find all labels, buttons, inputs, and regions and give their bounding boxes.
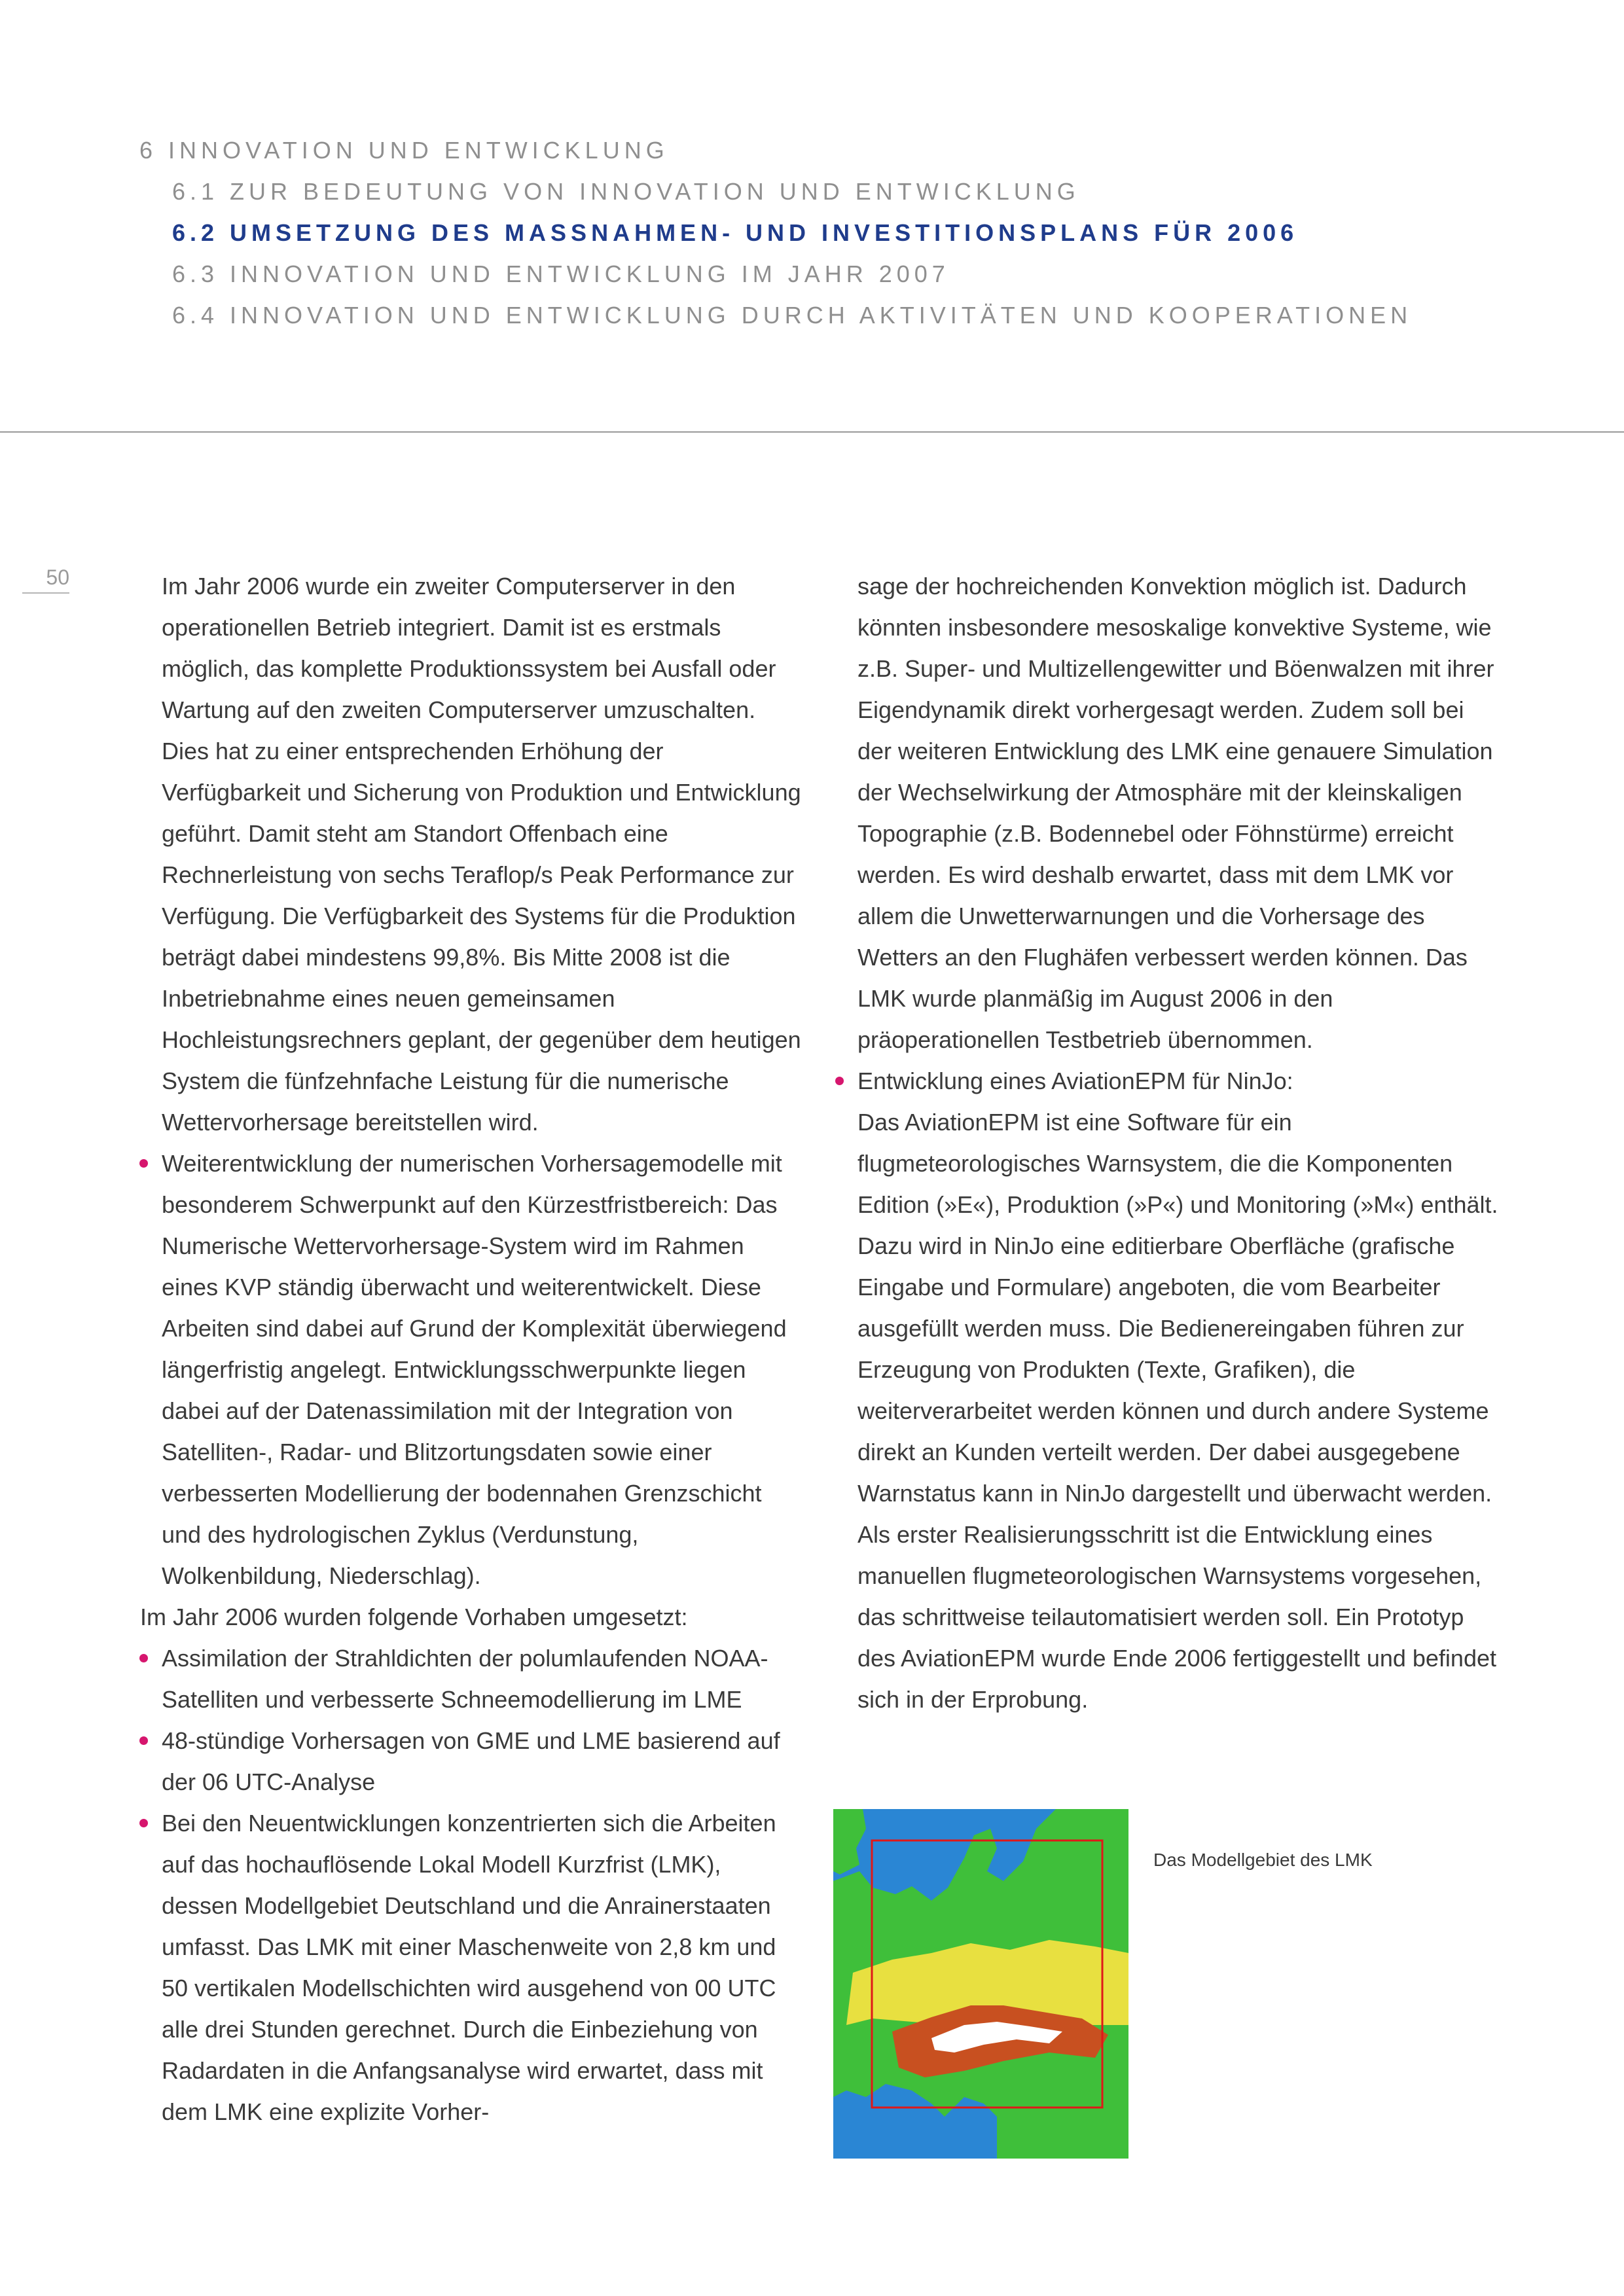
bullet-item bbox=[857, 1060, 1499, 1720]
left-paragraph-1: Im Jahr 2006 wurde ein zweiter Computerserver in den operationellen Betrieb integriert. Damit ist es erstmals möglich, das komplette Produktionssystem bei Ausfall oder Wartung auf den zweiten Computerserver umzuschalten. Dies hat zu einer entsprechenden Erhöhung der Verfügbarkeit und Sicherung von Produktion und Entwicklung geführt. Damit steht am Standort Offenbach eine Rechnerleistung von sechs Teraflop/s Peak Performance zur Verfügung. Die Verfügbarkeit des Systems für die Produktion beträgt dabei mindestens 99,8%. Bis Mitte 2008 ist die Inbetriebnahme eines neuen gemeinsamen Hochleistungsrechners geplant, der gegenüber dem heutigen System die fünfzehnfache Leistung für die numerische Wettervorhersage bereitstellen wird. bbox=[162, 573, 801, 1136]
figure-caption: Das Modellgebiet des LMK bbox=[1153, 1850, 1373, 1870]
header-divider bbox=[0, 431, 1624, 433]
bullet-text: Das AviationEPM ist eine Software für ein flugmeteorologisches Warnsystem, die die Komponenten Edition (»E«), Produktion (»P«) und Monitoring (»M«) enthält. Dazu wird in NinJo eine editierbare Oberfläche (grafische Eingabe und Formulare) angeboten, die vom Bearbeiter ausgefüllt werden muss. Die Bedienereingaben führen zur Erzeugung von Produkten (Texte, Grafiken), die weiterverarbeitet werden können und durch andere Systeme direkt an Kunden verteilt werden. Der dabei ausgegebene Warnstatus kann in NinJo dargestellt und überwacht werden. Als erster Realisierungsschritt ist die Entwicklung eines manuellen flugmeteorologischen Warnsystems vorgesehen, das schrittweise teilautomatisiert werden soll. Ein Prototyp des AviationEPM wurde Ende 2006 fertiggestellt und befindet sich in der Erprobung. bbox=[857, 1109, 1498, 1713]
lmk-model-domain-map bbox=[833, 1809, 1128, 2159]
toc-item-6-2-current[interactable]: 6.2 UMSETZUNG DES MASSNAHMEN- UND INVESTITIONSPLANS FÜR 2006 bbox=[172, 219, 1299, 246]
bullet-item bbox=[162, 1803, 803, 2132]
bullet-item bbox=[162, 1720, 803, 1803]
bullet-dot-icon bbox=[139, 1736, 148, 1745]
bullet-dot-icon bbox=[835, 1077, 844, 1085]
bullet-dot-icon bbox=[139, 1159, 148, 1168]
bullet-text: Weiterentwicklung der numerischen Vorhersagemodelle mit besonderem Schwerpunkt auf den Kürzestfristbereich: Das Numerische Wettervorhersage-System wird im Rahmen eines KVP ständig überwacht und weiterentwickelt. Diese Arbeiten sind dabei auf Grund der Komplexität überwiegend längerfristig angelegt. Entwicklungsschwerpunkte liegen dabei auf der Datenassimilation mit der Integration von Satelliten-, Radar- und Blitzortungsdaten sowie einer verbesserten Modellierung der bodennahen Grenzschicht und des hydrologischen Zyklus (Verdunstung, Wolkenbildung, Niederschlag). bbox=[162, 1150, 787, 1589]
left-column bbox=[140, 565, 803, 2132]
bullet-text: Assimilation der Strahldichten der polumlaufenden NOAA-Satelliten und verbesserte Schneemodellierung im LME bbox=[162, 1645, 768, 1713]
topography-map-graphic bbox=[833, 1809, 1128, 2159]
left-paragraph-2: Im Jahr 2006 wurden folgende Vorhaben umgesetzt: bbox=[140, 1604, 688, 1630]
page-number: 50 bbox=[22, 565, 69, 594]
toc-item-6-4[interactable]: 6.4 INNOVATION UND ENTWICKLUNG DURCH AKTIVITÄTEN UND KOOPERATIONEN bbox=[172, 302, 1413, 329]
bullet-item bbox=[162, 1638, 803, 1720]
bullet-text: 48-stündige Vorhersagen von GME und LME basierend auf der 06 UTC-Analyse bbox=[162, 1727, 780, 1795]
toc-chapter-title[interactable]: 6 INNOVATION UND ENTWICKLUNG bbox=[139, 137, 669, 164]
bullet-item bbox=[162, 1143, 803, 1596]
toc-item-6-1[interactable]: 6.1 ZUR BEDEUTUNG VON INNOVATION UND ENTWICKLUNG bbox=[172, 178, 1080, 205]
right-column bbox=[857, 565, 1499, 1720]
chapter-toc bbox=[139, 135, 1412, 341]
bullet-heading: Entwicklung eines AviationEPM für NinJo: bbox=[857, 1067, 1293, 1094]
bullet-text: Bei den Neuentwicklungen konzentrierten sich die Arbeiten auf das hochauflösende Lokal Modell Kurzfrist (LMK), dessen Modellgebiet Deutschland und die Anrainerstaaten umfasst. Das LMK mit einer Maschenweite von 2,8 km und 50 vertikalen Modellschichten wird ausgehend von 00 UTC alle drei Stunden gerechnet. Durch die Einbeziehung von Radardaten in die Anfangsanalyse wird erwartet, dass mit dem LMK eine explizite Vorher- bbox=[162, 1810, 776, 2125]
bullet-dot-icon bbox=[139, 1819, 148, 1827]
right-paragraph-1: sage der hochreichenden Konvektion möglich ist. Dadurch könnten insbesondere mesoskalige konvektive Systeme, wie z.B. Super- und Multizellengewitter und Böenwalzen mit ihrer Eigendynamik direkt vorhergesagt werden. Zudem soll bei der weiteren Entwicklung des LMK eine genauere Simulation der Wechselwirkung der Atmosphäre mit der kleinskaligen Topographie (z.B. Bodennebel oder Föhnstürme) erreicht werden. Es wird deshalb erwartet, dass mit dem LMK vor allem die Unwetterwarnungen und die Vorhersage des Wetters an den Flughäfen verbessert werden können. Das LMK wurde planmäßig im August 2006 in den präoperationellen Testbetrieb übernommen. bbox=[857, 573, 1494, 1053]
toc-item-6-3[interactable]: 6.3 INNOVATION UND ENTWICKLUNG IM JAHR 2007 bbox=[172, 260, 950, 287]
bullet-dot-icon bbox=[139, 1654, 148, 1662]
